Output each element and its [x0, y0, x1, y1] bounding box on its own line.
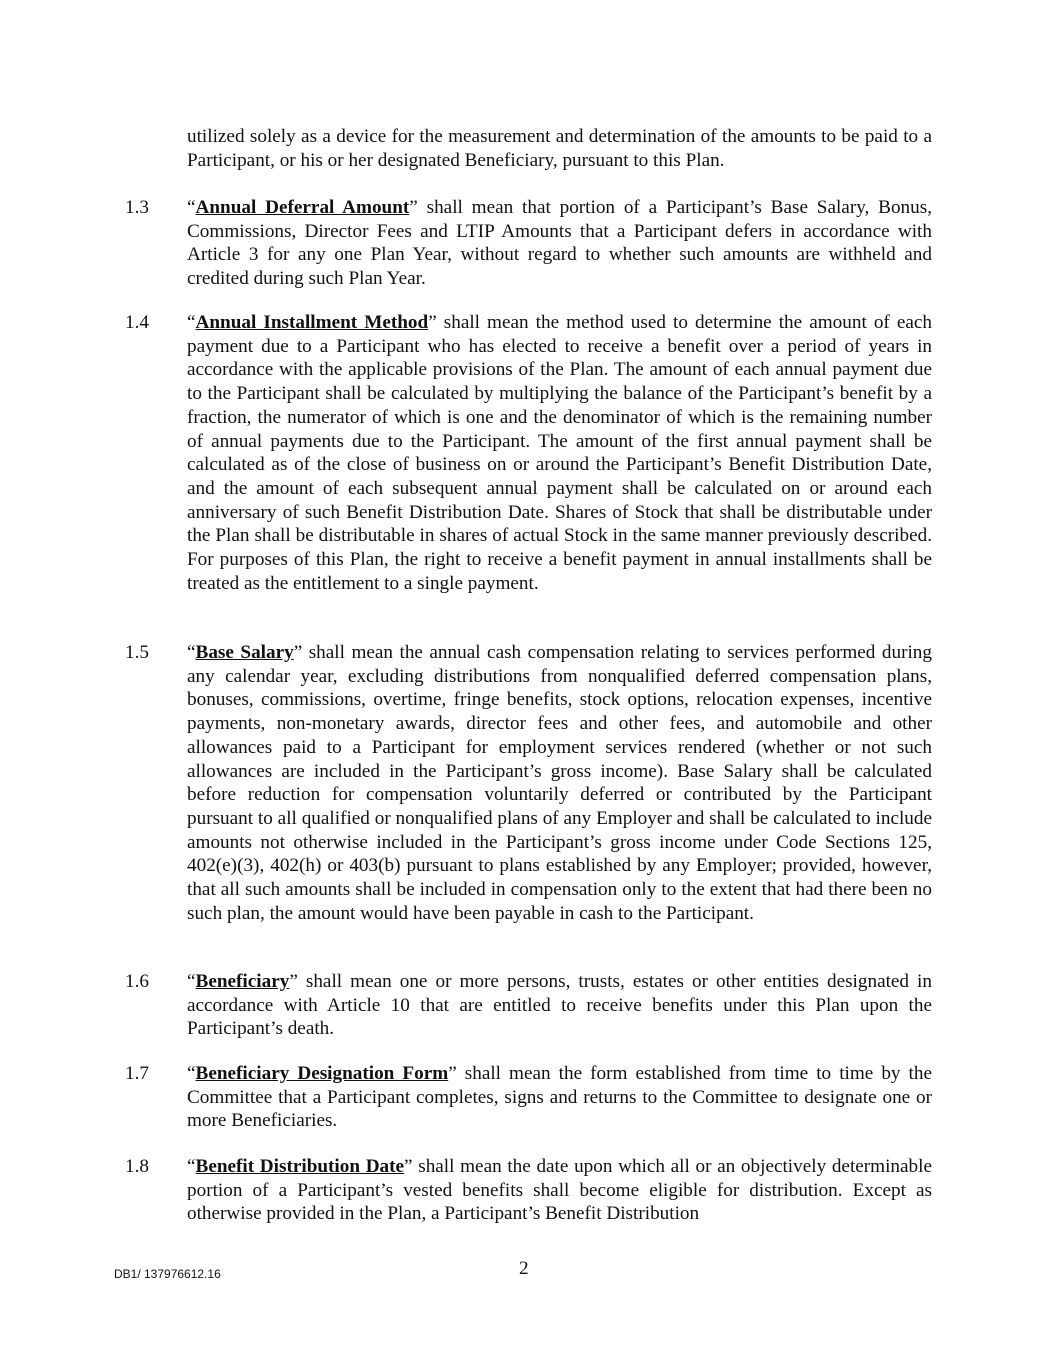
open-quote: “ — [187, 197, 196, 218]
definition-body: ” shall mean the date upon which all or an objectively determinable portion of a Participant’s vested benefits shall become eligible for distribution. Except as otherwise provided in the Plan, a Participant’s Benefit Distribution — [187, 1156, 932, 1225]
definition-body: ” shall mean one or more persons, trusts, estates or other entities designated in accordance with Article 10 that are entitled to receive benefits under this Plan upon the Participant’s death. — [187, 971, 932, 1040]
section-text — [187, 1155, 932, 1226]
defined-term: Base Salary — [195, 642, 294, 663]
defined-term: Annual Installment Method — [195, 312, 429, 333]
section-text — [187, 1062, 932, 1133]
document-id: DB1/ 137976612.16 — [114, 1267, 221, 1281]
definition-body: ” shall mean that portion of a Participant’s Base Salary, Bonus, Commissions, Director Fees and LTIP Amounts that a Participant defers in accordance with Article 3 for any one Plan Year, without regard to whether such amounts are withheld and credited during such Plan Year. — [187, 197, 933, 290]
definition-body: ” shall mean the annual cash compensation relating to services performed during any calendar year, excluding distributions from nonqualified deferred compensation plans, bonuses, commissions, overtime, fringe benefits, stock options, relocation expenses, incentive payments, non-monetary awards, director fees and other fees, and automobile and other allowances paid to a Participant for employment services rendered (whether or not such allowances are included in the Participant’s gross income). Base Salary shall be calculated before reduction for compensation voluntarily deferred or contributed by the Participant pursuant to all qualified or nonqualified plans of any Employer and shall be calculated to include amounts not otherwise included in the Participant’s gross income under Code Sections 125, 402(e)(3), 402(h) or 403(b) pursuant to plans established by any Employer; provided, however, that all such amounts shall be included in compensation only to the extent that had there been no such plan, the amount would have been payable in cash to the Participant. — [187, 642, 932, 924]
defined-term: Benefit Distribution Date — [195, 1156, 405, 1177]
open-quote: “ — [187, 642, 196, 663]
section-text — [187, 641, 932, 925]
section-number: 1.3 — [125, 197, 149, 218]
open-quote: “ — [187, 312, 196, 333]
section-number: 1.5 — [125, 642, 149, 663]
section-number: 1.7 — [125, 1063, 149, 1084]
open-quote: “ — [187, 1063, 196, 1084]
defined-term: Annual Deferral Amount — [195, 197, 410, 218]
definition-body: ” shall mean the form established from time to time by the Committee that a Participant completes, signs and returns to the Committee to designate one or more Beneficiaries. — [187, 1063, 932, 1132]
open-quote: “ — [187, 1156, 196, 1177]
intro-paragraph: utilized solely as a device for the measurement and determination of the amounts to be paid to a Participant, or his or her designated Beneficiary, pursuant to this Plan. — [187, 126, 932, 171]
section-number: 1.4 — [125, 312, 149, 333]
section-text — [187, 311, 932, 595]
open-quote: “ — [187, 971, 196, 992]
defined-term: Beneficiary Designation Form — [195, 1063, 449, 1084]
section-number: 1.6 — [125, 971, 149, 992]
defined-term: Beneficiary — [195, 971, 290, 992]
section-text — [187, 970, 932, 1041]
definition-body: ” shall mean the method used to determine the amount of each payment due to a Participant who has elected to receive a benefit over a period of years in accordance with the applicable provisions of the Plan. The amount of each annual payment due to the Participant shall be calculated by multiplying the balance of the Participant’s benefit by a fraction, the numerator of which is one and the denominator of which is the remaining number of annual payments due to the Participant. The amount of the first annual payment shall be calculated as of the close of business on or around the Participant’s Benefit Distribution Date, and the amount of each subsequent annual payment shall be calculated on or around each anniversary of such Benefit Distribution Date. Shares of Stock that shall be distributable under the Plan shall be distributable in shares of actual Stock in the same manner previously described. For purposes of this Plan, the right to receive a benefit payment in annual installments shall be treated as the entitlement to a single payment. — [187, 312, 933, 594]
section-number: 1.8 — [125, 1156, 149, 1177]
section-text — [187, 196, 932, 291]
page-number: 2 — [519, 1258, 529, 1279]
